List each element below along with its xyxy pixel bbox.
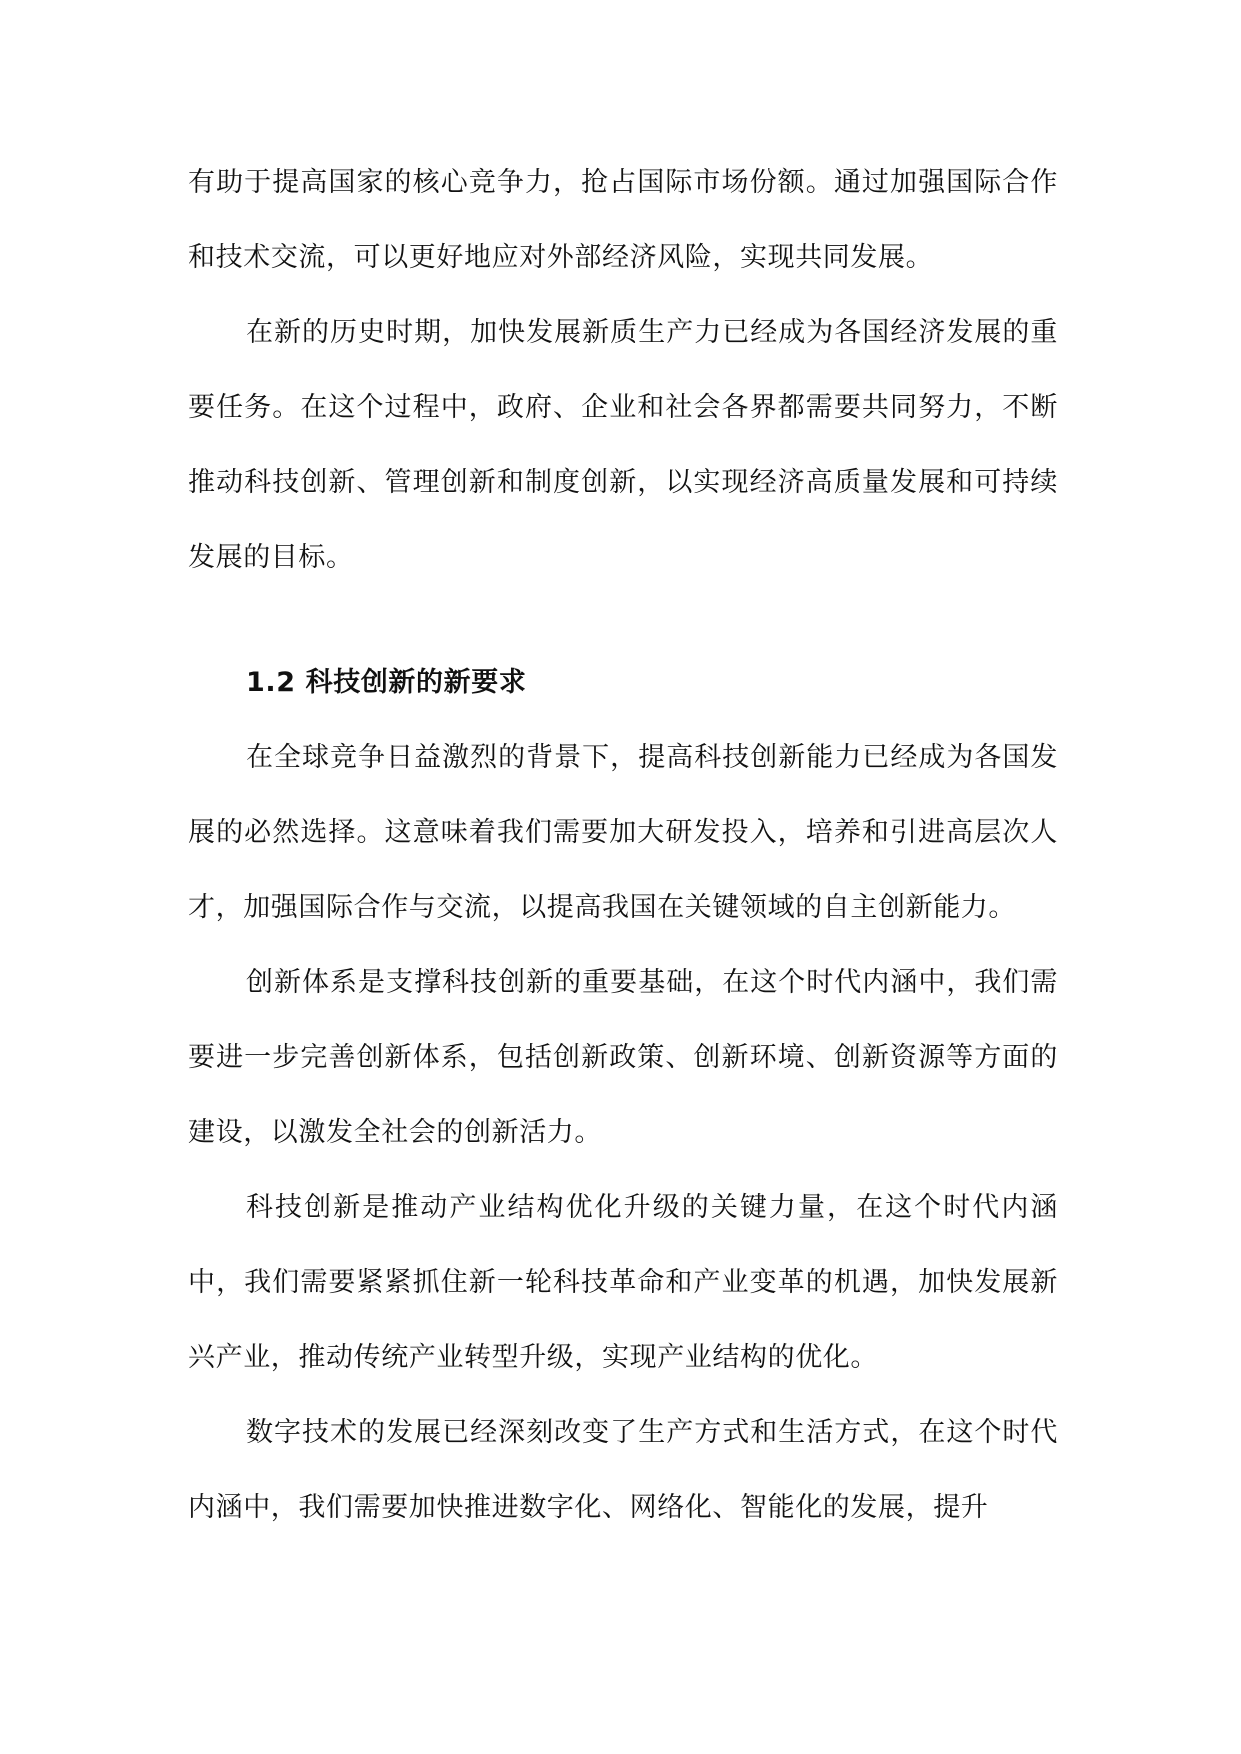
- paragraph: 科技创新是推动产业结构优化升级的关键力量，在这个时代内涵中，我们需要紧紧抓住新一轮科技革命和产业变革的机遇，加快发展新兴产业，推动传统产业转型升级，实现产业结构的优化。: [188, 1192, 1058, 1373]
- section-heading: 1.2 科技创新的新要求: [246, 667, 527, 698]
- document-body: [188, 145, 1058, 1545]
- paragraph-continued: 有助于提高国家的核心竞争力，抢占国际市场份额。通过加强国际合作和技术交流，可以更好地应对外部经济风险，实现共同发展。: [188, 167, 1058, 273]
- paragraph: 数字技术的发展已经深刻改变了生产方式和生活方式，在这个时代内涵中，我们需要加快推进数字化、网络化、智能化的发展，提升: [188, 1417, 1058, 1523]
- paragraph: 创新体系是支撑科技创新的重要基础，在这个时代内涵中，我们需要进一步完善创新体系，包括创新政策、创新环境、创新资源等方面的建设，以激发全社会的创新活力。: [188, 967, 1058, 1148]
- paragraph: 在全球竞争日益激烈的背景下，提高科技创新能力已经成为各国发展的必然选择。这意味着我们需要加大研发投入，培养和引进高层次人才，加强国际合作与交流，以提高我国在关键领域的自主创新能力。: [188, 742, 1058, 923]
- paragraph: 在新的历史时期，加快发展新质生产力已经成为各国经济发展的重要任务。在这个过程中，政府、企业和社会各界都需要共同努力，不断推动科技创新、管理创新和制度创新，以实现经济高质量发展和可持续发展的目标。: [188, 317, 1058, 573]
